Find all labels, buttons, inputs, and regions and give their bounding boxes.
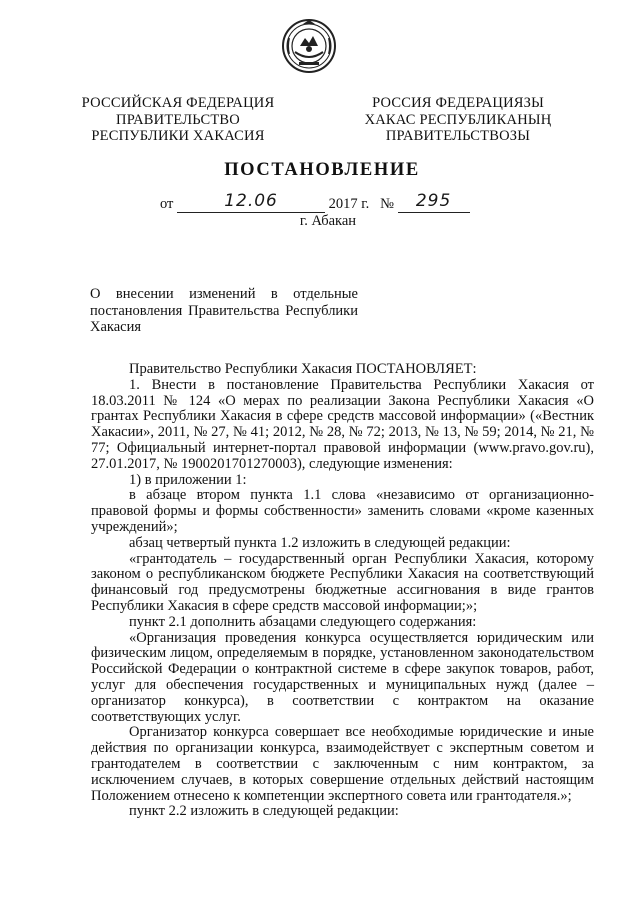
paragraph: пункт 2.2 изложить в следующей редакции: [129, 803, 399, 820]
number-blank [398, 191, 470, 213]
document-subject [90, 286, 358, 336]
handwritten-date: 12.06 [224, 191, 278, 211]
header-right-line: РОССИЯ ФЕДЕРАЦИЯЗЫ [372, 95, 544, 111]
paragraph: 1. Внести в постановление Правительства Республики Хакасия от 18.03.2011 № 124 «О мерах по реализации Закона Республики Хакасия «О грантах Республики Хакасия в сфере средств массовой информации» («Вестник Хакасии», 2011, № 27, № 41; 2012, № 28, № 72; 2013, № 13, № 59; 2014, № 21, № 77; Официальный интернет-портал правовой информации (www.pravo.gov.ru), 27.01.2017, № 1900201701270003), следующие изменения: [91, 376, 594, 472]
date-number-line [160, 191, 500, 215]
city-label: г. Абакан [299, 213, 357, 229]
date-prefix: от [160, 196, 174, 212]
header-left [78, 95, 278, 145]
paragraph: абзац четвертый пункта 1.2 изложить в следующей редакции: [129, 534, 511, 551]
header-left-line: РОССИЙСКАЯ ФЕДЕРАЦИЯ [81, 95, 275, 111]
header-left-line: ПРАВИТЕЛЬСТВО [116, 111, 240, 128]
document-body [91, 362, 594, 820]
header-right [358, 95, 558, 145]
subject-line: постановления Правительства Республики [90, 302, 358, 319]
coat-of-arms-icon [281, 18, 337, 74]
paragraph: Правительство Республики Хакасия ПОСТАНОВЛЯЕТ: [129, 361, 477, 377]
header-right-line: ПРАВИТЕЛЬСТВОЗЫ [385, 128, 531, 144]
subject-line: Хакасия [90, 319, 142, 335]
document-title: ПОСТАНОВЛЕНИЕ [224, 160, 420, 180]
paragraph: «Организация проведения конкурса осуществляется юридическим или физическим лицом, определяемым в порядке, установленном законодательством Российской Федерации о контрактной системе в сфере закупок товаров, работ, услуг для обеспечения государственных и муниципальных нужд (далее – организатор конкурса), в соответствии с контрактом на оказание соответствующих услуг. [91, 629, 594, 725]
subject-line: О внесении изменений в отдельные [90, 286, 358, 302]
handwritten-number: 295 [415, 191, 452, 211]
date-blank [177, 191, 325, 213]
paragraph: пункт 2.1 дополнить абзацами следующего содержания: [129, 613, 477, 630]
paragraph: в абзаце втором пункта 1.1 слова «независимо от организационно-правовой формы и формы собственности» заменить словами «кроме казенных учреждений»; [91, 487, 594, 535]
paragraph: 1) в приложении 1: [129, 471, 247, 488]
paragraph: Организатор конкурса совершает все необходимые юридические и иные действия по организации конкурса, взаимодействует с экспертным советом и грантодателем в соответствии с заключенным с ним контрактом, за исключением случаев, в которых совершение отдельных действий настоящим Положением отнесено к компетенции экспертного совета или грантодателя.»; [91, 724, 594, 804]
header-left-line: РЕСПУБЛИКИ ХАКАСИЯ [91, 128, 265, 144]
header-right-line: ХАКАС РЕСПУБЛИКАНЫҢ [364, 111, 552, 128]
paragraph: «грантодатель – государственный орган Республики Хакасия, которому законом о республиканском бюджете Республики Хакасия на соответствующий финансовый год предусмотрены бюджетные ассигнования в виде грантов Республики Хакасия в сфере средств массовой информации;»; [91, 550, 594, 614]
year-label: 2017 г. [328, 196, 370, 212]
number-prefix: № [380, 196, 394, 212]
